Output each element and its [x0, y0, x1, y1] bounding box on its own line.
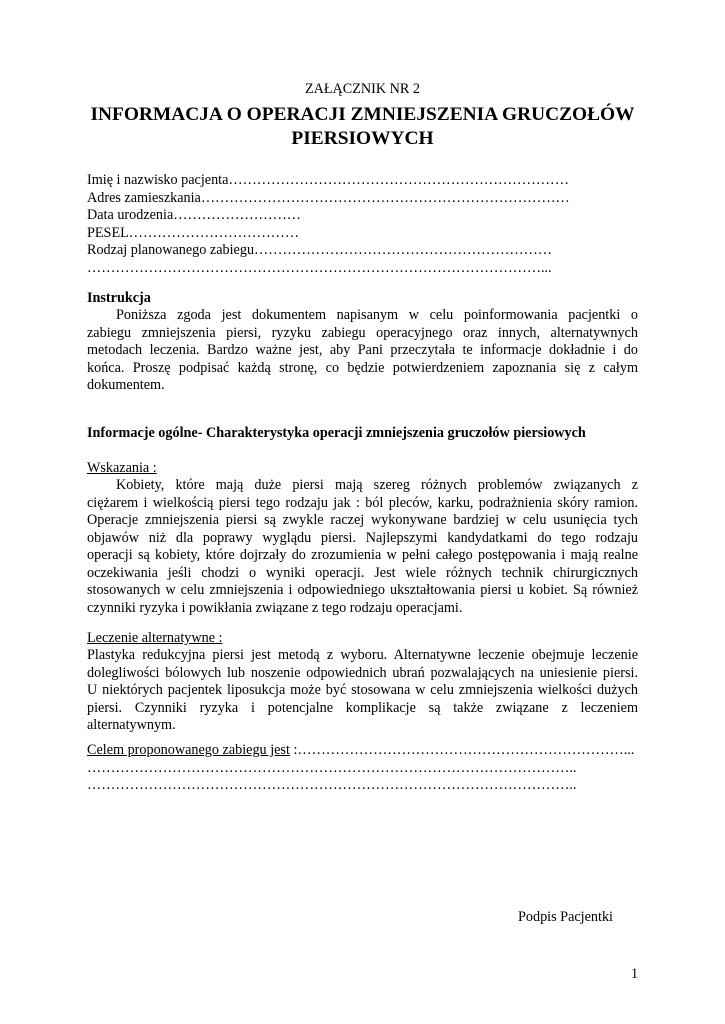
general-info-heading: Informacje ogólne- Charakterystyka operacji zmniejszenia gruczołów piersiowych: [87, 425, 586, 441]
purpose-label: Celem proponowanego zabiegu jest: [87, 742, 290, 758]
field-procedure-type: Rodzaj planowanego zabiegu………………………………………………………: [87, 242, 552, 258]
indications-line: ciężarem i wielkością piersi tego rodzaju jak : ból pleców, karku, podrażnienia skóry ramion.: [87, 495, 638, 511]
alternative-heading: Leczenie alternatywne :: [87, 630, 223, 646]
field-address: Adres zamieszkania……………………………………………………………………: [87, 190, 570, 206]
alternative-line: dolegliwości bólowych lub noszenie odpowiednich ubrań pozwalających na uniesienie piersi.: [87, 665, 638, 681]
alternative-line: alternatywnym.: [87, 717, 176, 733]
purpose-dots: :……………………………………………………………...: [289, 742, 635, 758]
indications-line: czynniki ryzyka i powikłania związane z tego rodzaju operacjami.: [87, 600, 463, 616]
instruction-heading: Instrukcja: [87, 290, 151, 306]
instruction-line: metodach leczenia. Bardzo ważne jest, aby Pani przeczytała te informacje dokładnie i do: [87, 342, 638, 358]
instruction-line: Poniższa zgoda jest dokumentem napisanym w celu poinformowania pacjentki o: [116, 307, 638, 323]
instruction-line: zabiegu zmniejszenia piersi, ryzyku zabiegu operacyjnego oraz innych, alternatywnych: [87, 325, 638, 341]
alternative-line: Plastyka redukcyjna piersi jest metodą z wyboru. Alternatywne leczenie obejmuje leczenie: [87, 647, 638, 663]
indications-line: stosowanych w celu zmniejszenia i odpowiedniego ukształtowania piersi u kobiet. Są również: [87, 582, 638, 598]
indications-line: objawów niż dla poprawy wyglądu piersi. Najlepszymi kandydatkami do tego rodzaju: [87, 530, 638, 546]
annex-label: ZAŁĄCZNIK NR 2: [304, 81, 421, 97]
field-birth-date: Data urodzenia………………………: [87, 207, 301, 223]
purpose-line-3: …………………………………………………………………………………………..: [87, 777, 577, 793]
instruction-line: dokumentem.: [87, 377, 165, 393]
indications-heading: Wskazania :: [87, 460, 157, 476]
alternative-line: piersi. Czynniki ryzyka i potencjalne komplikacje są także związane z leczeniem: [87, 700, 638, 716]
indications-line: operacji są kobiety, które dojrzały do zrozumienia w pełni całego postępowania i mają realne: [87, 547, 638, 563]
field-extra-line: ……………………………………………………………………………………...: [87, 260, 552, 276]
page-number: 1: [631, 966, 639, 982]
indications-line: oczekiwania jeśli chodzi o wyniki operacji. Jest wiele różnych technik chirurgicznych: [87, 565, 638, 581]
indications-line: Operacje zmniejszenia piersi są zwykle raczej wykonywane bardziej w celu usunięcia tych: [87, 512, 638, 528]
title-line-2: PIERSIOWYCH: [291, 128, 434, 149]
purpose-line: [87, 741, 634, 759]
purpose-line-2: …………………………………………………………………………………………..: [87, 760, 577, 776]
indications-line: Kobiety, które mają duże piersi mają szereg różnych problemów związanych z: [116, 477, 638, 493]
alternative-line: U niektórych pacjentek liposukcja może być stosowana w celu zmniejszenia wielkości dużych: [87, 682, 638, 698]
title-line-1: INFORMACJA O OPERACJI ZMNIEJSZENIA GRUCZOŁÓW: [90, 104, 635, 125]
patient-signature-label: Podpis Pacjentki: [518, 909, 613, 925]
instruction-line: końca. Proszę podpisać każdą stronę, co będzie potwierdzeniem zapoznania się z całym: [87, 360, 638, 376]
field-patient-name: Imię i nazwisko pacjenta………………………………………………………………: [87, 172, 569, 188]
field-pesel: PESEL………………………………: [87, 225, 300, 241]
